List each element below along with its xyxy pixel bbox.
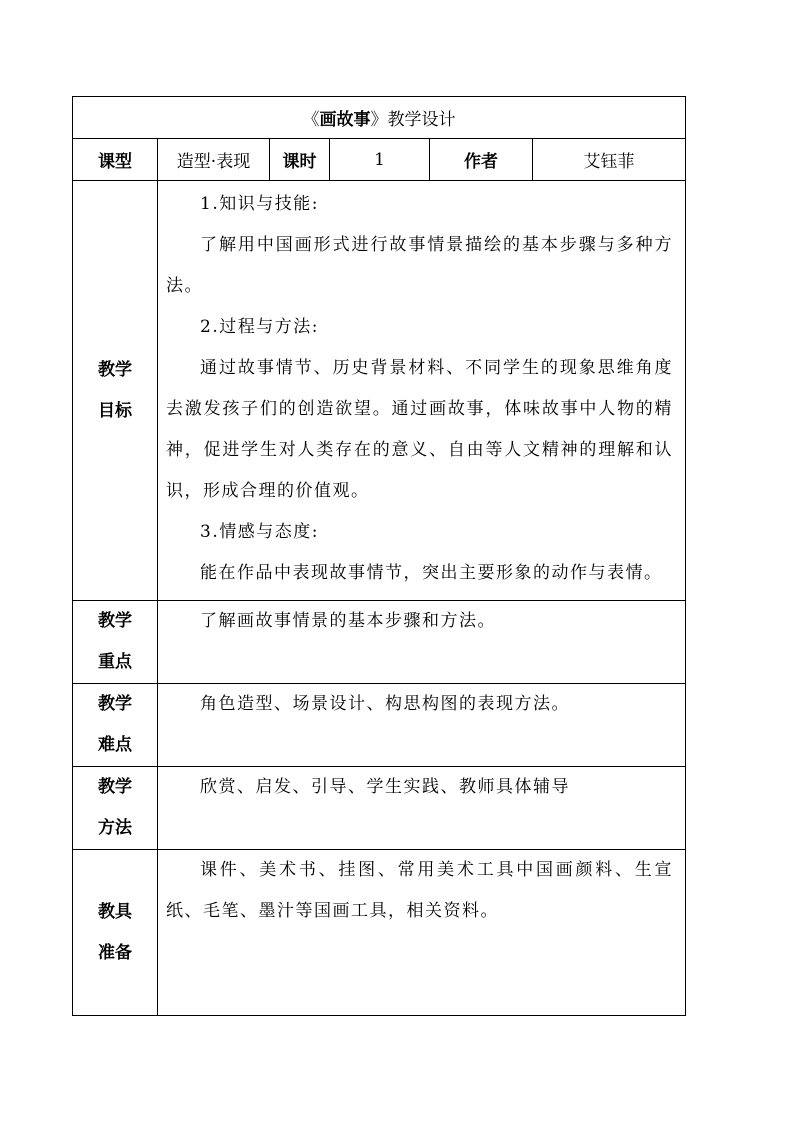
- lesson-plan-table: [72, 96, 686, 1016]
- methods-label-line2: 方法: [98, 818, 132, 838]
- materials-row: [73, 850, 686, 1016]
- goals-paragraph: 能在作品中表现故事情节，突出主要形象的动作与表情。: [200, 563, 663, 583]
- goals-paragraph: 了解用中国画形式进行故事情景描绘的基本步骤与多种方法。: [166, 235, 674, 296]
- goals-paragraph: 2.过程与方法:: [200, 317, 319, 337]
- key-points-content: [158, 601, 686, 684]
- title-row: [73, 97, 686, 139]
- goals-label-line1: 教学: [98, 359, 132, 380]
- difficulties-content: [158, 684, 686, 767]
- hours-label: 课时: [270, 139, 330, 181]
- goals-content: [158, 181, 686, 601]
- difficulties-label: [73, 684, 158, 767]
- goals-paragraph: 通过故事情节、历史背景材料、不同学生的现象思维角度去激发孩子们的创造欲望。通过画故事，体味故事中人物的精神，促进学生对人类存在的意义、自由等人文精神的理解和认识，形成合理的价值观。: [166, 358, 674, 501]
- materials-label-line1: 教具: [98, 901, 132, 922]
- difficulties-row: [73, 684, 686, 767]
- goals-row: [73, 181, 686, 601]
- title-prefix: 《: [302, 110, 320, 130]
- difficulties-label-line2: 难点: [98, 735, 132, 755]
- goals-label: [73, 181, 158, 601]
- key-points-text: 了解画故事情景的基本步骤和方法。: [200, 611, 496, 631]
- methods-label: [73, 767, 158, 850]
- materials-label: [73, 850, 158, 1016]
- hours-value: 1: [330, 139, 430, 181]
- materials-label-line2: 准备: [98, 942, 132, 963]
- title-main: 画故事: [319, 110, 371, 130]
- course-type-value: 造型·表现: [158, 139, 270, 181]
- difficulties-text: 角色造型、场景设计、构思构图的表现方法。: [200, 694, 570, 714]
- methods-row: [73, 767, 686, 850]
- key-points-label: [73, 601, 158, 684]
- methods-text: 欣赏、启发、引导、学生实践、教师具体辅导: [200, 777, 570, 797]
- goals-paragraph: 1.知识与技能:: [200, 194, 319, 214]
- materials-content: [158, 850, 686, 1016]
- methods-label-line1: 教学: [98, 777, 132, 797]
- author-label: 作者: [430, 139, 533, 181]
- author-value: 艾钰菲: [533, 139, 686, 181]
- key-points-label-line2: 重点: [98, 652, 132, 672]
- goals-label-line2: 目标: [98, 400, 132, 421]
- difficulties-label-line1: 教学: [98, 694, 132, 714]
- materials-text: 课件、美术书、挂图、常用美术工具中国画颜料、生宣纸、毛笔、墨汁等国画工具，相关资料。: [166, 860, 674, 921]
- course-type-label: 课型: [73, 139, 158, 181]
- key-points-row: [73, 601, 686, 684]
- info-row: [73, 139, 686, 181]
- methods-content: [158, 767, 686, 850]
- title-suffix: 》教学设计: [370, 110, 456, 130]
- goals-paragraph: 3.情感与态度:: [200, 522, 319, 542]
- document-title: [73, 97, 686, 139]
- key-points-label-line1: 教学: [98, 611, 132, 631]
